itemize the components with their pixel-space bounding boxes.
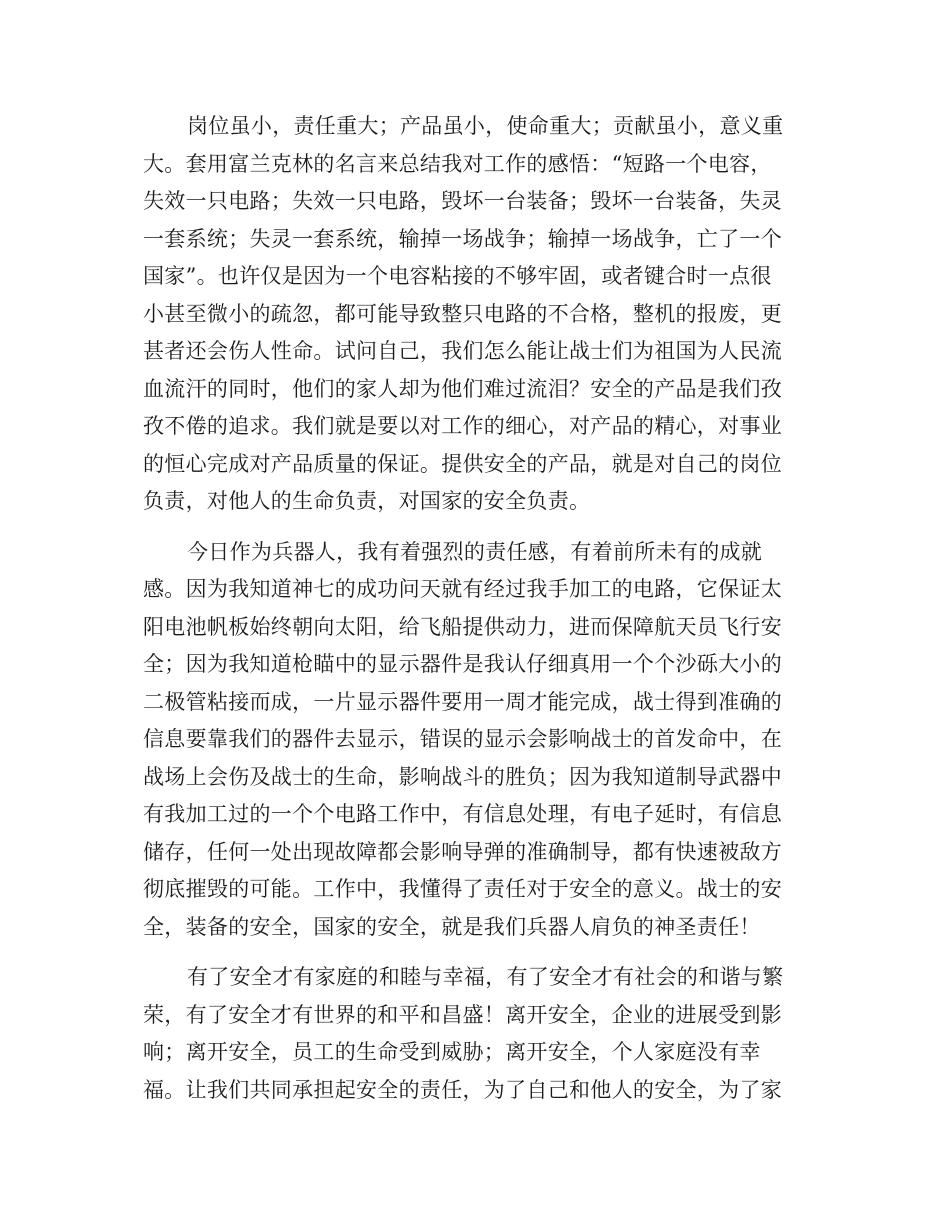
paragraph-3 — [143, 959, 803, 1109]
text-line: 的恒心完成对产品质量的保证。提供安全的产品，就是对自己的岗位 — [143, 451, 782, 476]
text-line: 战场上会伤及战士的生命，影响战斗的胜负；因为我知道制导武器中 — [143, 764, 782, 789]
text-line: 全；因为我知道枪瞄中的显示器件是我认仔细真用一个个沙砾大小的 — [143, 652, 782, 676]
text-line: 彻底摧毁的可能。工作中，我懂得了责任对于安全的意义。战士的安 — [143, 877, 782, 901]
text-line: 福。让我们共同承担起安全的责任，为了自己和他人的安全，为了家 — [143, 1077, 782, 1102]
text-line: 有了安全才有家庭的和睦与幸福，有了安全才有社会的和谐与繁 — [187, 965, 784, 989]
document-page — [143, 108, 803, 1122]
text-line: 有我加工过的一个个电路工作中，有信息处理，有电子延时，有信息 — [143, 802, 782, 826]
text-line: 二极管粘接而成，一片显示器件要用一周才能完成，战士得到准确的 — [143, 689, 782, 714]
text-line: 岗位虽小，责任重大；产品虽小，使命重大；贡献虽小，意义重 — [187, 114, 784, 138]
text-line: 信息要靠我们的器件去显示，错误的显示会影响战士的首发命中，在 — [143, 727, 782, 751]
text-line: 小甚至微小的疏忽，都可能导致整只电路的不合格，整机的报废，更 — [143, 301, 782, 326]
text-line: 阳电池帆板始终朝向太阳，给飞船提供动力，进而保障航天员飞行安 — [143, 614, 782, 639]
text-line: 一套系统；失灵一套系统，输掉一场战争；输掉一场战争，亡了一个 — [143, 226, 782, 251]
text-line: 孜不倦的追求。我们就是要以对工作的细心，对产品的精心，对事业 — [143, 414, 782, 438]
text-line: 血流汗的同时，他们的家人却为他们难过流泪？安全的产品是我们孜 — [143, 376, 782, 401]
text-line: 储存，任何一处出现故障都会影响导弹的准确制导，都有快速被敌方 — [143, 839, 782, 864]
text-line: 大。套用富兰克林的名言来总结我对工作的感悟：“短路一个电容， — [143, 151, 772, 176]
text-line: 负责，对他人的生命负责，对国家的安全负责。 — [143, 489, 591, 513]
text-line: 失效一只电路；失效一只电路，毁坏一台装备；毁坏一台装备，失灵 — [143, 189, 782, 213]
text-line: 国家”。也许仅是因为一个电容粘接的不够牢固，或者键合时一点很 — [143, 264, 772, 288]
paragraph-1 — [143, 108, 803, 521]
text-line: 甚者还会伤人性命。试问自己，我们怎么能让战士们为祖国为人民流 — [143, 339, 782, 363]
text-line: 响；离开安全，员工的生命受到威胁；离开安全，个人家庭没有幸 — [143, 1040, 761, 1064]
text-line: 今日作为兵器人，我有着强烈的责任感，有着前所未有的成就 — [187, 539, 763, 564]
paragraph-2 — [143, 534, 803, 947]
text-line: 感。因为我知道神七的成功问天就有经过我手加工的电路，它保证太 — [143, 577, 782, 601]
text-line: 全，装备的安全，国家的安全，就是我们兵器人肩负的神圣责任！ — [143, 914, 761, 939]
text-line: 荣，有了安全才有世界的和平和昌盛！离开安全，企业的进展受到影 — [143, 1002, 782, 1027]
